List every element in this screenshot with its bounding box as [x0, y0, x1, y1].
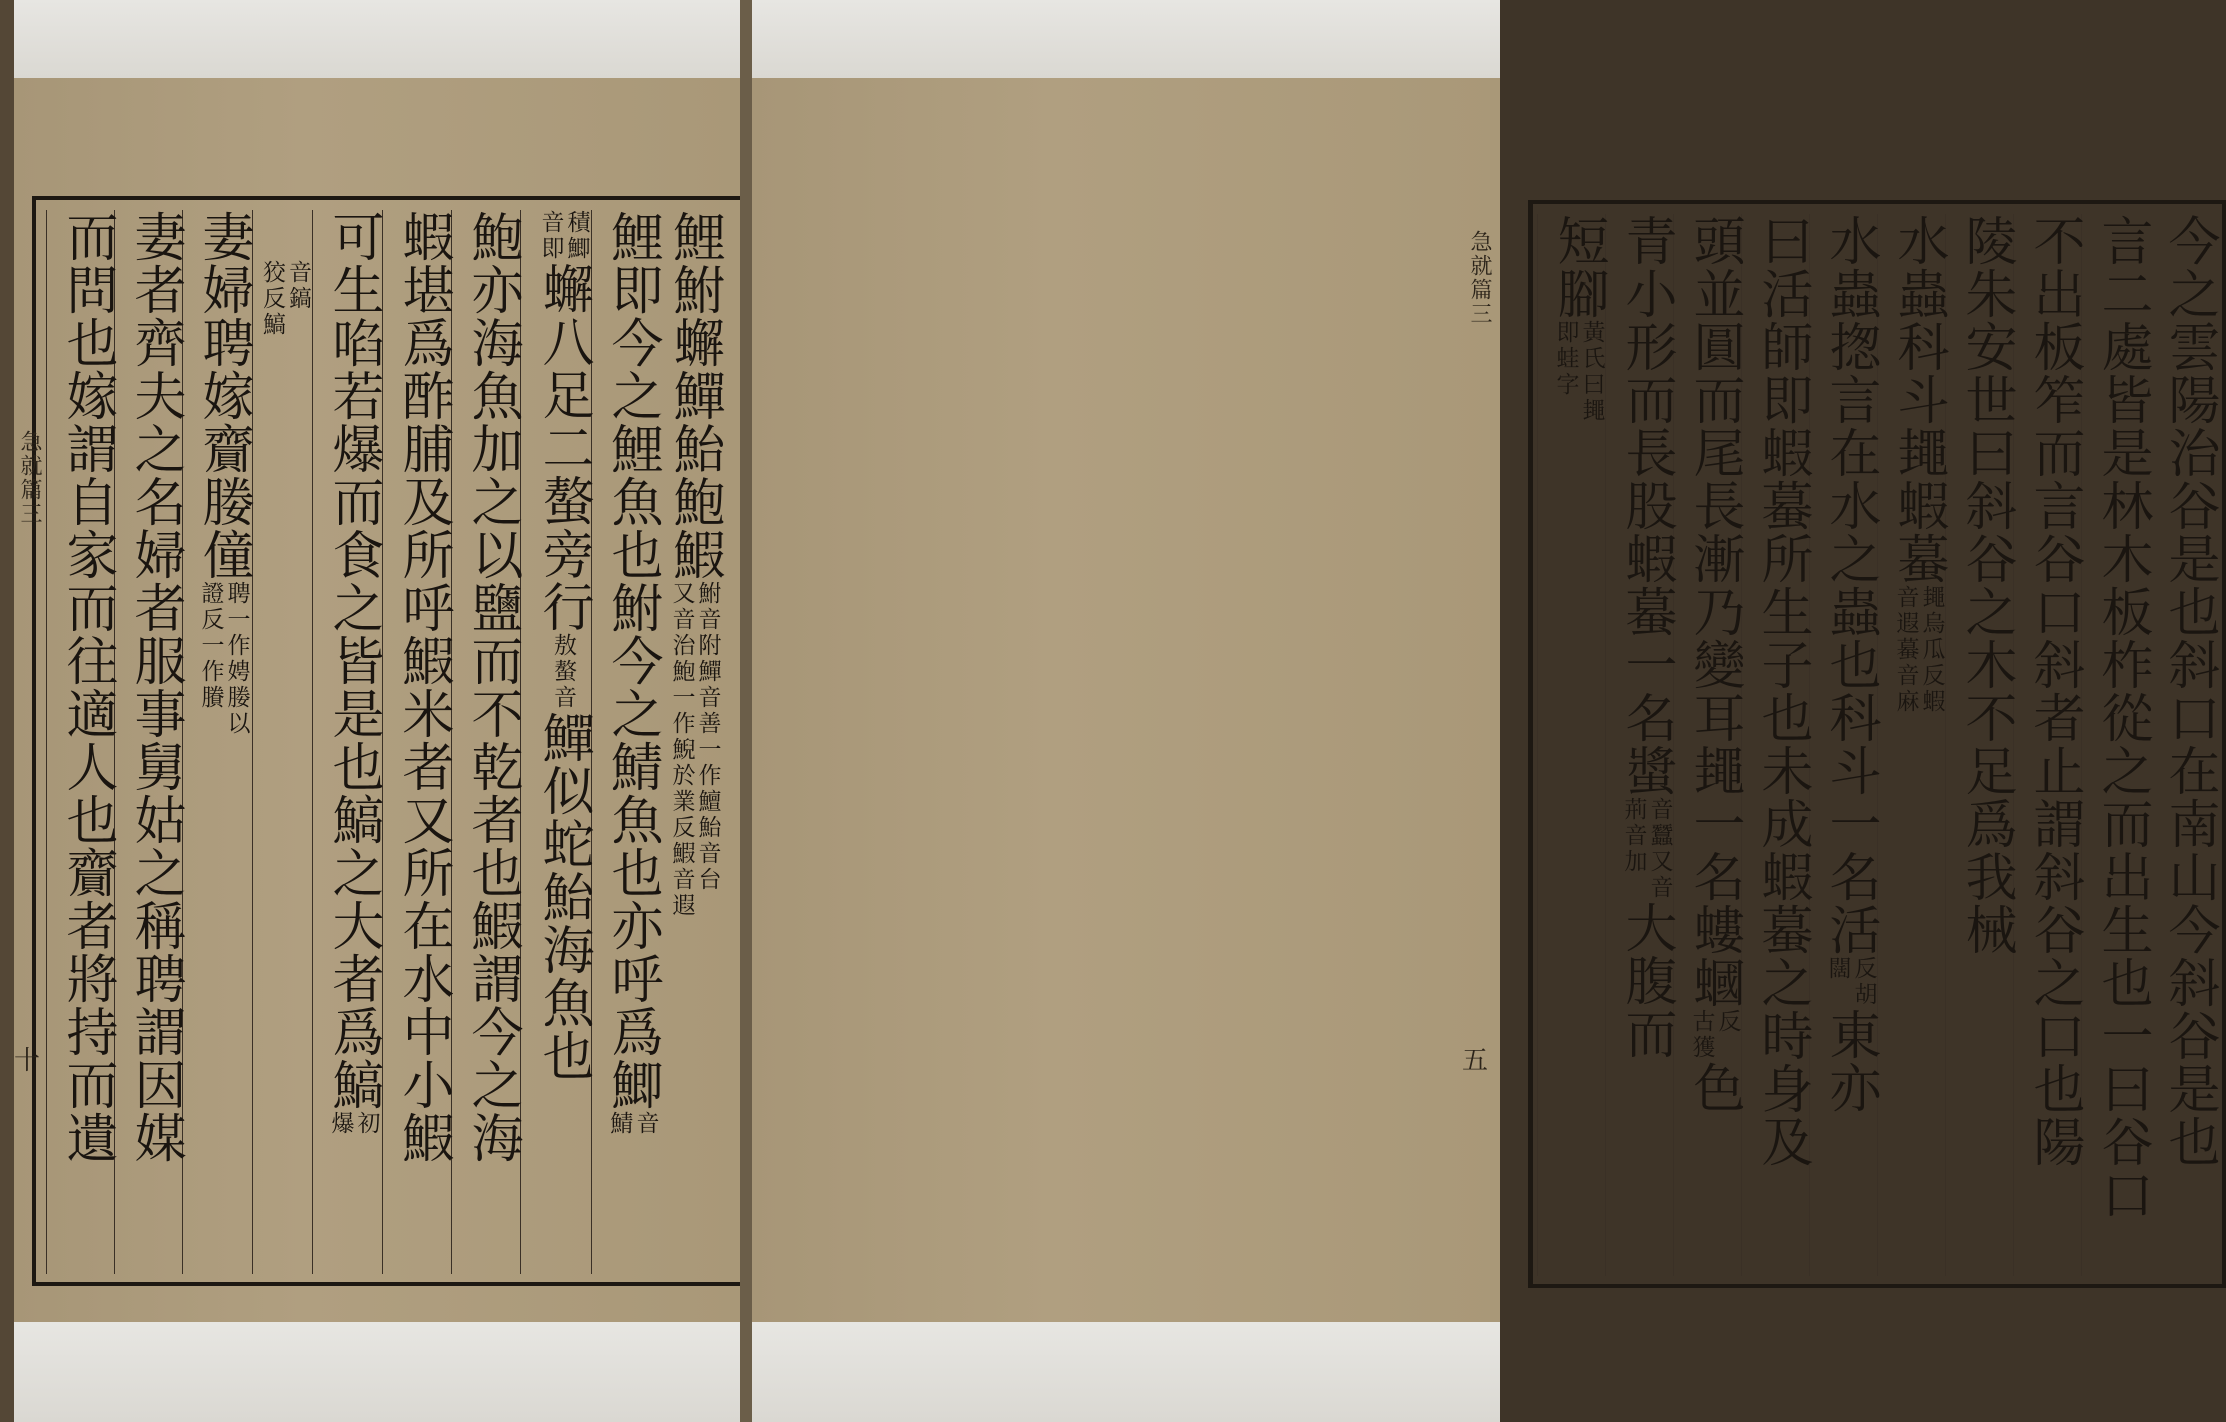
- center-gutter: [740, 0, 752, 1422]
- column-1: 今之雲陽治谷是也斜口在南山今斜谷是也: [2159, 214, 2219, 1168]
- column-8: 頭並圓而尾長漸乃變耳䵷一名螻蟈 反 古獲 色: [1673, 214, 1740, 1276]
- column-4: 鮑亦海魚加之以鹽而不乾者也鰕謂今之海: [451, 210, 518, 1274]
- column-4: 陵朱安世曰斜谷之木不足爲我械: [1945, 214, 2012, 1276]
- left-page: [14, 0, 740, 1422]
- column-6: 水蟲揔言在水之蟲也科斗一名活 反胡 闊 東亦: [1809, 214, 1876, 1276]
- left-text-frame: [32, 196, 744, 1286]
- column-2: 言二處皆是林木板柞從之而出生也一曰谷口: [2081, 214, 2148, 1276]
- column-3: 不出板笮而言谷口斜者止謂斜谷之口也陽: [2013, 214, 2080, 1276]
- column-3: 積鯽 音即 蠏八足二螯旁行敖螯音鱓似蛇鮐海魚也: [520, 210, 589, 1274]
- right-fore-edge-title: 急就篇三: [1467, 230, 1492, 326]
- column-1: 鯉鮒蠏鱓鮐鮑鰕 鮒音附鱓音善一作鱣鮐音台 又音治鮑一作鯢於業反鰕音遐: [664, 210, 724, 919]
- right-page: [752, 0, 2219, 1422]
- column-7: 音鎬 狡反鰝: [252, 210, 309, 1274]
- column-6: 可生啗若爆而食之皆是也鰝之大者爲鰝 初 爆: [312, 210, 379, 1274]
- left-binding-edge: [0, 0, 14, 1422]
- left-page-bottom-margin: [14, 1322, 740, 1422]
- column-10: 而問也嫁謂自家而往適人也齎者將持而遺: [46, 210, 113, 1274]
- column-7: 曰活師即蝦蟇所生子也未成蝦蟇之時身及: [1741, 214, 1808, 1276]
- right-page-number: 五: [1462, 1046, 1489, 1076]
- column-9: 青小形而長股蝦蟇一名螿 音蠶又音 荊音加 大腹而: [1605, 214, 1672, 1276]
- column-5: 蝦堪爲酢脯及所呼鰕米者又所在水中小鰕: [382, 210, 449, 1274]
- column-5: 水蟲科斗䵷蝦蟇 䵷烏瓜反蝦 音遐蟇音麻: [1877, 214, 1944, 1276]
- right-text-frame: [1528, 200, 2226, 1288]
- left-fore-edge-title: 急就篇三: [17, 430, 42, 526]
- left-page-number: 十: [14, 1046, 41, 1076]
- right-page-bottom-margin: [752, 1322, 1500, 1422]
- left-page-top-margin: [14, 0, 740, 78]
- column-10: 短腳 黃氏曰䵷 即蛙字: [1537, 214, 1604, 1276]
- right-page-top-margin: [752, 0, 1500, 78]
- column-2: 鯉即今之鯉魚也鮒今之鯖魚也亦呼爲鯽 音 鯖: [591, 210, 658, 1274]
- column-9: 妻者齊夫之名婦者服事舅姑之稱聘謂因媒: [114, 210, 181, 1274]
- column-8: 妻婦聘嫁齎媵僮 聘一作娉媵以 證反一作賸: [182, 210, 249, 1274]
